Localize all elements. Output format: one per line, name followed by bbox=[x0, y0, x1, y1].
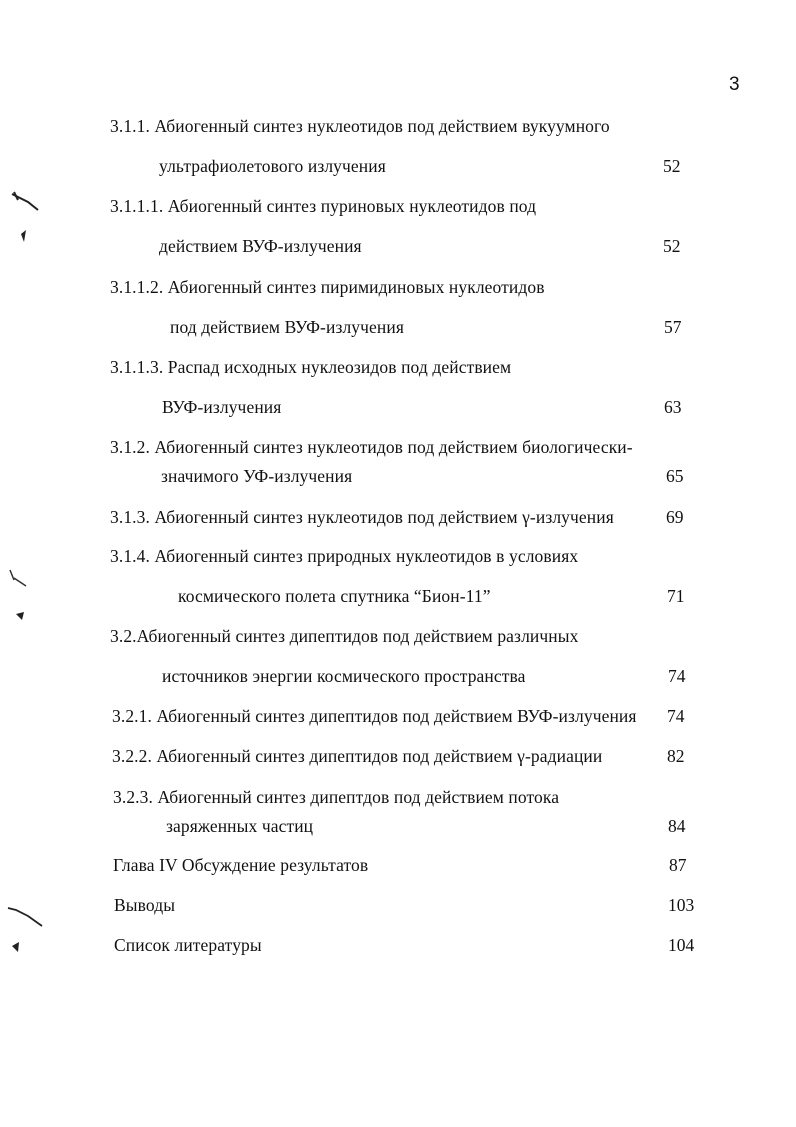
scan-mark-top bbox=[8, 190, 48, 250]
toc-entry-page: 74 bbox=[667, 706, 685, 726]
toc-entry-title: Выводы bbox=[114, 895, 176, 915]
toc-entry-title-continued: ультрафиолетового излучения bbox=[159, 156, 386, 176]
scan-mark-middle bbox=[6, 568, 46, 628]
toc-entry-page: 52 bbox=[663, 156, 681, 176]
toc-entry-title-continued: ВУФ-излучения bbox=[162, 397, 282, 417]
scan-mark-bottom bbox=[4, 902, 54, 962]
toc-entry-page: 84 bbox=[668, 816, 686, 836]
toc-entry-page: 63 bbox=[664, 397, 682, 417]
toc-entry-page: 104 bbox=[668, 935, 695, 955]
toc-entry-title-continued: заряженных частиц bbox=[166, 816, 314, 836]
toc-entry-title: Список литературы bbox=[114, 935, 262, 955]
page-number: 3 bbox=[729, 74, 740, 95]
toc-entry-title: 3.2.1. Абиогенный синтез дипептидов под действием ВУФ-излучения bbox=[112, 706, 637, 726]
toc-entry-title: 3.2.Абиогенный синтез дипептидов под действием различных bbox=[110, 626, 579, 646]
toc-entry-page: 87 bbox=[669, 855, 687, 875]
toc-entry-title: 3.1.1.1. Абиогенный синтез пуриновых нуклеотидов под bbox=[110, 196, 537, 216]
toc-entry-title: 3.1.4. Абиогенный синтез природных нуклеотидов в условиях bbox=[110, 546, 579, 566]
toc-entry-page: 71 bbox=[667, 586, 685, 606]
toc-entry-title: 3.2.3. Абиогенный синтез дипептдов под действием потока bbox=[113, 787, 560, 807]
toc-entry-title: Глава IV Обсуждение результатов bbox=[113, 855, 369, 875]
toc-entry-page: 57 bbox=[664, 317, 682, 337]
toc-entry-page: 82 bbox=[667, 746, 685, 766]
toc-entry-title-continued: значимого УФ-излучения bbox=[161, 466, 353, 486]
toc-entry-page: 65 bbox=[666, 466, 684, 486]
toc-entry-title: 3.1.1.3. Распад исходных нуклеозидов под действием bbox=[110, 357, 512, 377]
toc-entry-title: 3.1.3. Абиогенный синтез нуклеотидов под действием γ-излучения bbox=[110, 507, 614, 527]
toc-entry-title-continued: космического полета спутника “Бион-11” bbox=[178, 586, 491, 606]
toc-entry-page: 74 bbox=[668, 666, 686, 686]
toc-entry-page: 52 bbox=[663, 236, 681, 256]
toc-entry-title: 3.2.2. Абиогенный синтез дипептидов под действием γ-радиации bbox=[112, 746, 603, 766]
toc-entry-page: 103 bbox=[668, 895, 695, 915]
toc-entry-title-continued: под действием ВУФ-излучения bbox=[170, 317, 404, 337]
toc-entry-title: 3.1.2. Абиогенный синтез нуклеотидов под действием биологически- bbox=[110, 437, 633, 457]
toc-entry-title-continued: источников энергии космического пространства bbox=[162, 666, 526, 686]
toc-entry-title: 3.1.1.2. Абиогенный синтез пиримидиновых нуклеотидов bbox=[110, 277, 545, 297]
toc-entry-title-continued: действием ВУФ-излучения bbox=[159, 236, 362, 256]
toc-entry-page: 69 bbox=[666, 507, 684, 527]
toc-entry-title: 3.1.1. Абиогенный синтез нуклеотидов под действием вукуумного bbox=[110, 116, 610, 136]
